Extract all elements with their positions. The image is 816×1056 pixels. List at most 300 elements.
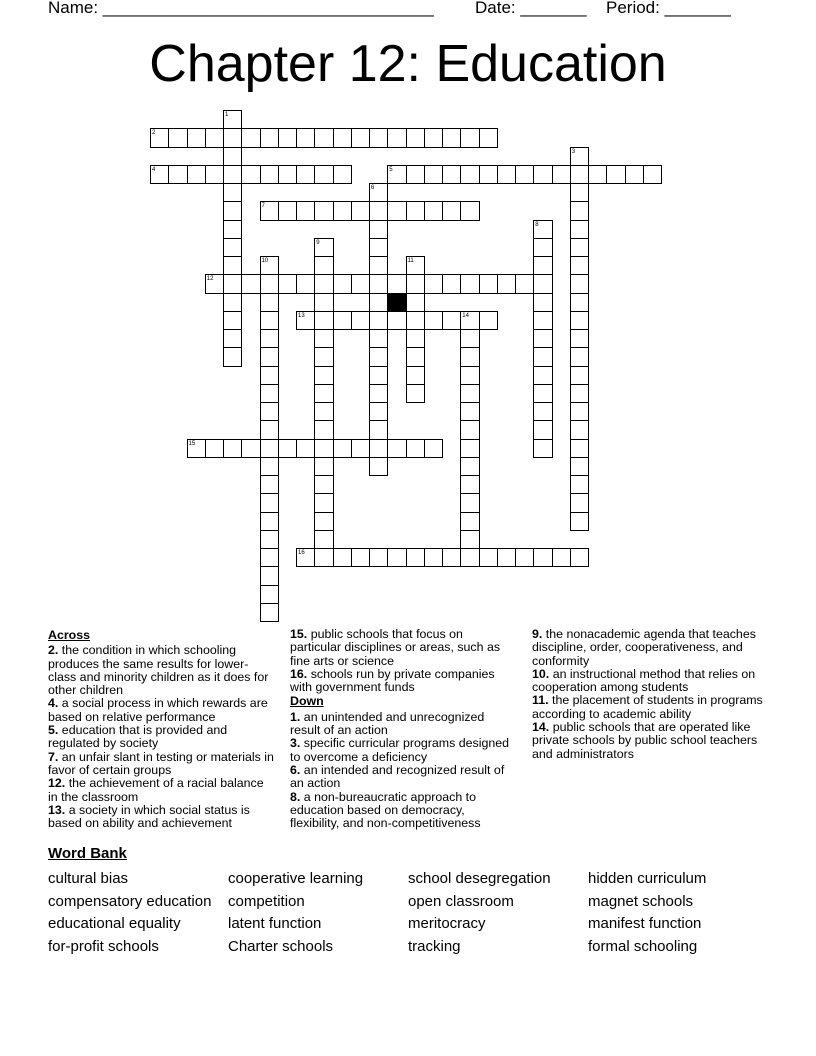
clue-number: 12. (48, 776, 66, 791)
crossword-cell[interactable] (369, 366, 388, 385)
clue-number-label: 9 (316, 239, 320, 246)
crossword-cell[interactable] (260, 457, 279, 476)
word-bank-item: hidden curriculum (588, 870, 707, 887)
clues-column-2 (290, 628, 516, 830)
crossword-cell[interactable] (570, 548, 589, 567)
crossword-cell[interactable] (260, 165, 279, 184)
crossword-cell[interactable] (570, 183, 589, 202)
clue-number-label: 15 (188, 440, 196, 447)
clue-number-label: 2 (152, 130, 156, 137)
clue-text: public schools that are operated like private schools by public school teachers and administrators (532, 720, 758, 761)
word-bank-item: competition (228, 892, 305, 910)
crossword-cell[interactable] (533, 311, 552, 330)
crossword-cell[interactable] (314, 439, 333, 458)
word-bank-column (588, 868, 706, 958)
crossword-cell[interactable] (424, 548, 443, 567)
page-title: Chapter 12: Education (149, 35, 667, 93)
word-bank-item: cooperative learning (228, 870, 364, 887)
crossword-cell[interactable] (570, 238, 589, 257)
clue-text: schools run by private companies with government funds (290, 666, 495, 695)
crossword-cell[interactable] (442, 548, 461, 567)
crossword-cell[interactable] (260, 366, 279, 385)
crossword-cell[interactable] (314, 347, 333, 366)
clue-number-label: 4 (152, 166, 156, 173)
crossword-cell[interactable] (333, 311, 352, 330)
crossword-cell[interactable] (460, 201, 479, 220)
crossword-cell[interactable] (223, 147, 242, 166)
crossword-cell[interactable] (497, 274, 516, 293)
word-bank-item: magnet schools (588, 892, 694, 910)
crossword-cell[interactable] (570, 256, 589, 275)
crossword-cell[interactable] (533, 329, 552, 348)
crossword-cell[interactable] (515, 165, 534, 184)
crossword-cell[interactable] (314, 530, 333, 549)
crossword-cell[interactable] (570, 329, 589, 348)
clue-text: specific curricular programs designed to overcome a deficiency (290, 736, 510, 764)
crossword-cell[interactable] (278, 274, 297, 293)
crossword-cell[interactable] (260, 439, 279, 458)
crossword-cell[interactable] (296, 165, 315, 184)
clues-column-3 (532, 628, 768, 761)
crossword-cell[interactable] (479, 311, 498, 330)
clue-number: 9. (532, 627, 543, 641)
word-bank-item: for-profit schools (48, 937, 159, 955)
crossword-cell[interactable] (533, 165, 552, 184)
crossword-cell[interactable] (406, 439, 425, 458)
word-bank-item: compensatory education (48, 892, 212, 910)
across-clue (48, 777, 274, 804)
crossword-cell[interactable] (533, 274, 552, 293)
crossword-cell[interactable] (314, 420, 333, 439)
crossword-cell[interactable] (460, 347, 479, 366)
crossword-cell[interactable] (205, 165, 224, 184)
crossword-cell[interactable] (570, 311, 589, 330)
crossword-cell[interactable] (442, 128, 461, 147)
crossword-cell[interactable] (351, 201, 370, 220)
crossword-cell[interactable] (369, 238, 388, 257)
crossword-cell[interactable] (223, 256, 242, 275)
clue-number-label: 10 (261, 258, 269, 264)
crossword-cell[interactable] (442, 311, 461, 330)
clue-number: 5. (48, 723, 59, 738)
clue-text: a society in which social status is based on ability and achievement (48, 802, 250, 831)
crossword-cell[interactable] (369, 420, 388, 439)
word-bank-column (228, 868, 363, 958)
crossword-cell[interactable] (260, 475, 279, 494)
crossword-cell[interactable] (241, 439, 260, 458)
crossword-cell[interactable] (424, 274, 443, 293)
crossword-cell[interactable] (260, 512, 279, 531)
clue-text: education that is provided and regulated by society (48, 723, 228, 751)
across-heading: Across (48, 628, 91, 642)
word-bank-item: formal schooling (588, 937, 698, 955)
crossword-cell[interactable] (533, 402, 552, 421)
crossword-cell[interactable] (460, 530, 479, 549)
clue-number-label: 16 (298, 550, 305, 556)
crossword-cell[interactable] (460, 329, 479, 348)
clue-number: 14. (532, 720, 550, 735)
crossword-cell[interactable] (460, 439, 479, 458)
crossword-cell[interactable] (369, 274, 388, 293)
clue-text: the condition in which schooling produces the same results for lower-class and minority children as it does for other children (48, 643, 269, 698)
crossword-cell[interactable] (168, 128, 187, 147)
crossword-cell[interactable] (314, 165, 333, 184)
crossword-cell[interactable] (351, 128, 370, 147)
crossword-cell[interactable] (406, 311, 425, 330)
across-clue (48, 644, 274, 697)
across-clue (48, 697, 274, 724)
crossword-cell[interactable] (588, 165, 607, 184)
crossword-cell[interactable] (369, 329, 388, 348)
crossword-cell[interactable] (369, 220, 388, 239)
crossword-cell[interactable] (333, 439, 352, 458)
crossword-cell[interactable] (387, 311, 406, 330)
crossword-cell[interactable] (314, 329, 333, 348)
crossword-cell[interactable] (460, 475, 479, 494)
crossword-cell[interactable] (570, 366, 589, 385)
crossword-cell[interactable] (460, 366, 479, 385)
crossword-cell[interactable] (570, 293, 589, 312)
crossword-cell[interactable] (460, 274, 479, 293)
crossword-cell[interactable] (314, 293, 333, 312)
clue-text: an unfair slant in testing or materials in favor of certain groups (48, 749, 274, 777)
crossword-cell[interactable] (260, 585, 279, 604)
crossword-cell[interactable] (260, 311, 279, 330)
crossword-cell[interactable] (369, 293, 388, 312)
crossword-cell[interactable] (314, 512, 333, 531)
crossword-cell[interactable] (533, 420, 552, 439)
crossword-cell[interactable] (260, 347, 279, 366)
crossword-cell[interactable] (442, 201, 461, 220)
clue-text: a social process in which rewards are based on relative performance (48, 696, 268, 724)
crossword-cell[interactable] (278, 201, 297, 220)
crossword-cell[interactable] (406, 366, 425, 385)
crossword-cell[interactable] (260, 493, 279, 512)
word-bank-column (48, 868, 211, 958)
crossword-cell[interactable] (570, 420, 589, 439)
crossword-cell[interactable] (570, 457, 589, 476)
crossword-cell[interactable] (533, 548, 552, 567)
crossword-cell[interactable] (460, 165, 479, 184)
word-bank-item: meritocracy (408, 915, 486, 933)
clues-column-1 (48, 628, 274, 830)
crossword-cell[interactable] (442, 165, 461, 184)
crossword-cell[interactable] (515, 548, 534, 567)
word-bank-item: open classroom (408, 892, 514, 910)
word-bank-title: Word Bank (48, 845, 127, 862)
crossword-cell[interactable] (552, 165, 571, 184)
crossword-cell[interactable] (533, 439, 552, 458)
clue-number-label: 11 (407, 258, 414, 264)
crossword-cell[interactable] (369, 457, 388, 476)
clue-number-label: 7 (261, 203, 265, 210)
crossword-cell[interactable] (351, 439, 370, 458)
crossword-cell[interactable] (333, 274, 352, 293)
down-heading: Down (290, 694, 324, 709)
crossword-cell[interactable] (278, 165, 297, 184)
crossword-cell[interactable] (333, 201, 352, 220)
down-clue (290, 764, 516, 791)
crossword-cell[interactable] (205, 439, 224, 458)
crossword-cell[interactable] (351, 311, 370, 330)
crossword-cell[interactable] (314, 475, 333, 494)
crossword-cell[interactable] (533, 256, 552, 275)
crossword-cell[interactable] (570, 402, 589, 421)
crossword-cell[interactable] (314, 256, 333, 275)
crossword-cell[interactable] (479, 548, 498, 567)
crossword-cell[interactable] (369, 347, 388, 366)
crossword-cell[interactable] (314, 493, 333, 512)
crossword-cell[interactable] (314, 384, 333, 403)
clue-text: public schools that focus on particular disciplines or areas, such as fine arts or science (290, 627, 501, 668)
crossword-cell[interactable] (533, 366, 552, 385)
clue-text: an instructional method that relies on cooperation among students (532, 666, 756, 695)
crossword-cell[interactable] (369, 311, 388, 330)
crossword-cell[interactable] (314, 128, 333, 147)
crossword-cell[interactable] (387, 201, 406, 220)
clue-number: 8. (290, 789, 301, 804)
crossword-cell[interactable] (406, 128, 425, 147)
crossword-cell[interactable] (278, 128, 297, 147)
word-bank-item: manifest function (588, 915, 702, 933)
crossword-cell[interactable] (187, 128, 206, 147)
crossword-cell[interactable] (369, 201, 388, 220)
crossword-cell[interactable] (223, 165, 242, 184)
crossword-cell[interactable] (369, 384, 388, 403)
crossword-cell[interactable] (296, 201, 315, 220)
crossword-cell[interactable] (369, 256, 388, 275)
clue-number-label: 6 (371, 185, 375, 191)
crossword-cell[interactable] (314, 457, 333, 476)
clue-number-label: 1 (225, 112, 229, 118)
crossword-cell[interactable] (260, 293, 279, 312)
word-bank-item: school desegregation (408, 870, 551, 887)
clue-number: 7. (48, 749, 59, 764)
down-clue (290, 737, 516, 764)
crossword-cell[interactable] (570, 274, 589, 293)
crossword-cell[interactable] (424, 165, 443, 184)
crossword-cell[interactable] (260, 329, 279, 348)
period-field[interactable]: Period: _______ (606, 0, 731, 17)
clue-number: 10. (532, 666, 550, 681)
clue-text: the nonacademic agenda that teaches discipline, order, cooperativeness, and conformity (532, 627, 756, 668)
crossword-cell[interactable] (369, 402, 388, 421)
clue-number: 13. (48, 802, 66, 817)
crossword-cell[interactable] (260, 274, 279, 293)
crossword-cell[interactable] (479, 165, 498, 184)
crossword-cell[interactable] (223, 329, 242, 348)
clue-number: 11. (532, 693, 549, 708)
crossword-cell[interactable] (460, 402, 479, 421)
crossword-cell[interactable] (205, 128, 224, 147)
crossword-cell[interactable] (260, 384, 279, 403)
crossword-cell[interactable] (606, 165, 625, 184)
clue-number: 6. (290, 762, 301, 777)
crossword-cell[interactable] (314, 311, 333, 330)
down-clue (290, 791, 516, 831)
crossword-cell[interactable] (533, 384, 552, 403)
clue-number-label: 14 (462, 312, 469, 319)
crossword-cell[interactable] (570, 512, 589, 531)
crossword-cell[interactable] (387, 128, 406, 147)
crossword-cell[interactable] (223, 293, 242, 312)
crossword-cell[interactable] (643, 165, 662, 184)
crossword-cell[interactable] (260, 566, 279, 585)
crossword-cell[interactable] (460, 512, 479, 531)
clue-number-label: 8 (535, 221, 539, 228)
clue-number: 1. (290, 709, 301, 724)
crossword-cell[interactable] (570, 439, 589, 458)
crossword-cell[interactable] (314, 548, 333, 567)
crossword-cell[interactable] (187, 165, 206, 184)
crossword-cell[interactable] (314, 402, 333, 421)
across-clue (48, 724, 274, 751)
clue-number: 16. (290, 666, 308, 681)
crossword-cell[interactable] (260, 603, 279, 622)
crossword-cell[interactable] (406, 548, 425, 567)
across-clue (48, 804, 274, 831)
crossword-cell[interactable] (296, 439, 315, 458)
crossword-cell[interactable] (314, 366, 333, 385)
crossword-cell[interactable] (333, 128, 352, 147)
crossword-cell[interactable] (570, 220, 589, 239)
crossword-cell[interactable] (497, 165, 516, 184)
crossword-black-cell (387, 293, 406, 312)
crossword-cell[interactable] (552, 548, 571, 567)
crossword-cell[interactable] (223, 128, 242, 147)
clue-number: 4. (48, 696, 59, 711)
crossword-cell[interactable] (570, 493, 589, 512)
crossword-cell[interactable] (223, 347, 242, 366)
crossword-cell[interactable] (479, 274, 498, 293)
crossword-cell[interactable] (406, 165, 425, 184)
crossword-cell[interactable] (533, 347, 552, 366)
crossword-cell[interactable] (223, 183, 242, 202)
crossword-cell[interactable] (387, 548, 406, 567)
across-clue (290, 628, 516, 668)
word-bank-item: Charter schools (228, 937, 334, 955)
crossword-cell[interactable] (223, 238, 242, 257)
crossword-cell[interactable] (387, 274, 406, 293)
word-bank-item: educational equality (48, 915, 181, 933)
clue-number: 15. (290, 627, 308, 641)
crossword-cell[interactable] (223, 274, 242, 293)
word-bank-item: latent function (228, 915, 322, 933)
clue-text: a non-bureaucratic approach to education based on democracy, flexibility, and non-competitiveness (290, 789, 481, 831)
across-clue (48, 751, 274, 778)
crossword-cell[interactable] (314, 274, 333, 293)
crossword-cell[interactable] (406, 347, 425, 366)
crossword-cell[interactable] (570, 347, 589, 366)
crossword-cell[interactable] (442, 274, 461, 293)
crossword-cell[interactable] (460, 128, 479, 147)
crossword-cell[interactable] (278, 439, 297, 458)
crossword-cell[interactable] (260, 420, 279, 439)
crossword-cell[interactable] (424, 311, 443, 330)
crossword-cell[interactable] (625, 165, 644, 184)
crossword-cell[interactable] (570, 475, 589, 494)
crossword-cell[interactable] (460, 420, 479, 439)
crossword-cell[interactable] (296, 128, 315, 147)
crossword-cell[interactable] (223, 311, 242, 330)
crossword-cell[interactable] (533, 238, 552, 257)
clue-number-label: 12 (206, 276, 214, 283)
crossword-cell[interactable] (406, 274, 425, 293)
clue-text: the placement of students in programs according to academic ability (532, 693, 763, 721)
crossword-cell[interactable] (387, 439, 406, 458)
clue-text: the achievement of a racial balance in the classroom (48, 776, 264, 804)
crossword-cell[interactable] (241, 274, 260, 293)
crossword-cell[interactable] (241, 165, 260, 184)
crossword-cell[interactable] (260, 548, 279, 567)
crossword-cell[interactable] (424, 128, 443, 147)
crossword-cell[interactable] (570, 165, 589, 184)
crossword-cell[interactable] (260, 128, 279, 147)
crossword-cell[interactable] (406, 384, 425, 403)
clue-number: 2. (48, 643, 59, 658)
name-field[interactable]: Name: ___________________________________ (48, 0, 434, 17)
clue-number: 3. (290, 736, 301, 751)
date-field[interactable]: Date: _______ (475, 0, 587, 17)
crossword-cell[interactable] (369, 439, 388, 458)
crossword-cell[interactable] (223, 201, 242, 220)
crossword-cell[interactable] (314, 201, 333, 220)
crossword-cell[interactable] (241, 128, 260, 147)
crossword-cell[interactable] (406, 293, 425, 312)
crossword-cell[interactable] (479, 128, 498, 147)
clue-number-label: 3 (571, 148, 576, 155)
crossword-cell[interactable] (460, 384, 479, 403)
clue-text: an unintended and unrecognized result of an action (290, 709, 485, 738)
crossword-cell[interactable] (369, 548, 388, 567)
crossword-cell[interactable] (533, 293, 552, 312)
word-bank-column (408, 868, 551, 958)
crossword-cell[interactable] (351, 274, 370, 293)
crossword-cell[interactable] (168, 165, 187, 184)
crossword-cell[interactable] (223, 220, 242, 239)
down-clue (290, 711, 516, 738)
down-clue (532, 668, 768, 695)
crossword-cell[interactable] (296, 274, 315, 293)
word-bank-item: tracking (408, 937, 461, 955)
down-clue (532, 721, 768, 761)
clue-number-label: 13 (298, 312, 305, 319)
crossword-cell[interactable] (260, 402, 279, 421)
crossword-cell[interactable] (369, 128, 388, 147)
across-clue (290, 668, 516, 695)
crossword-cell[interactable] (497, 548, 516, 567)
clue-text: an intended and recognized result of an action (290, 762, 505, 791)
crossword-cell[interactable] (570, 384, 589, 403)
crossword-cell[interactable] (333, 165, 352, 184)
crossword-cell[interactable] (223, 439, 242, 458)
crossword-cell[interactable] (406, 329, 425, 348)
crossword-cell[interactable] (260, 530, 279, 549)
crossword-cell[interactable] (351, 548, 370, 567)
crossword-cell[interactable] (424, 201, 443, 220)
crossword-cell[interactable] (333, 548, 352, 567)
crossword-cell[interactable] (424, 439, 443, 458)
crossword-cell[interactable] (460, 548, 479, 567)
crossword-cell[interactable] (460, 457, 479, 476)
crossword-cell[interactable] (460, 493, 479, 512)
crossword-cell[interactable] (570, 201, 589, 220)
word-bank-item: cultural bias (48, 870, 129, 887)
down-clue (532, 694, 768, 721)
crossword-cell[interactable] (515, 274, 534, 293)
down-clue (532, 628, 768, 668)
crossword-cell[interactable] (406, 201, 425, 220)
